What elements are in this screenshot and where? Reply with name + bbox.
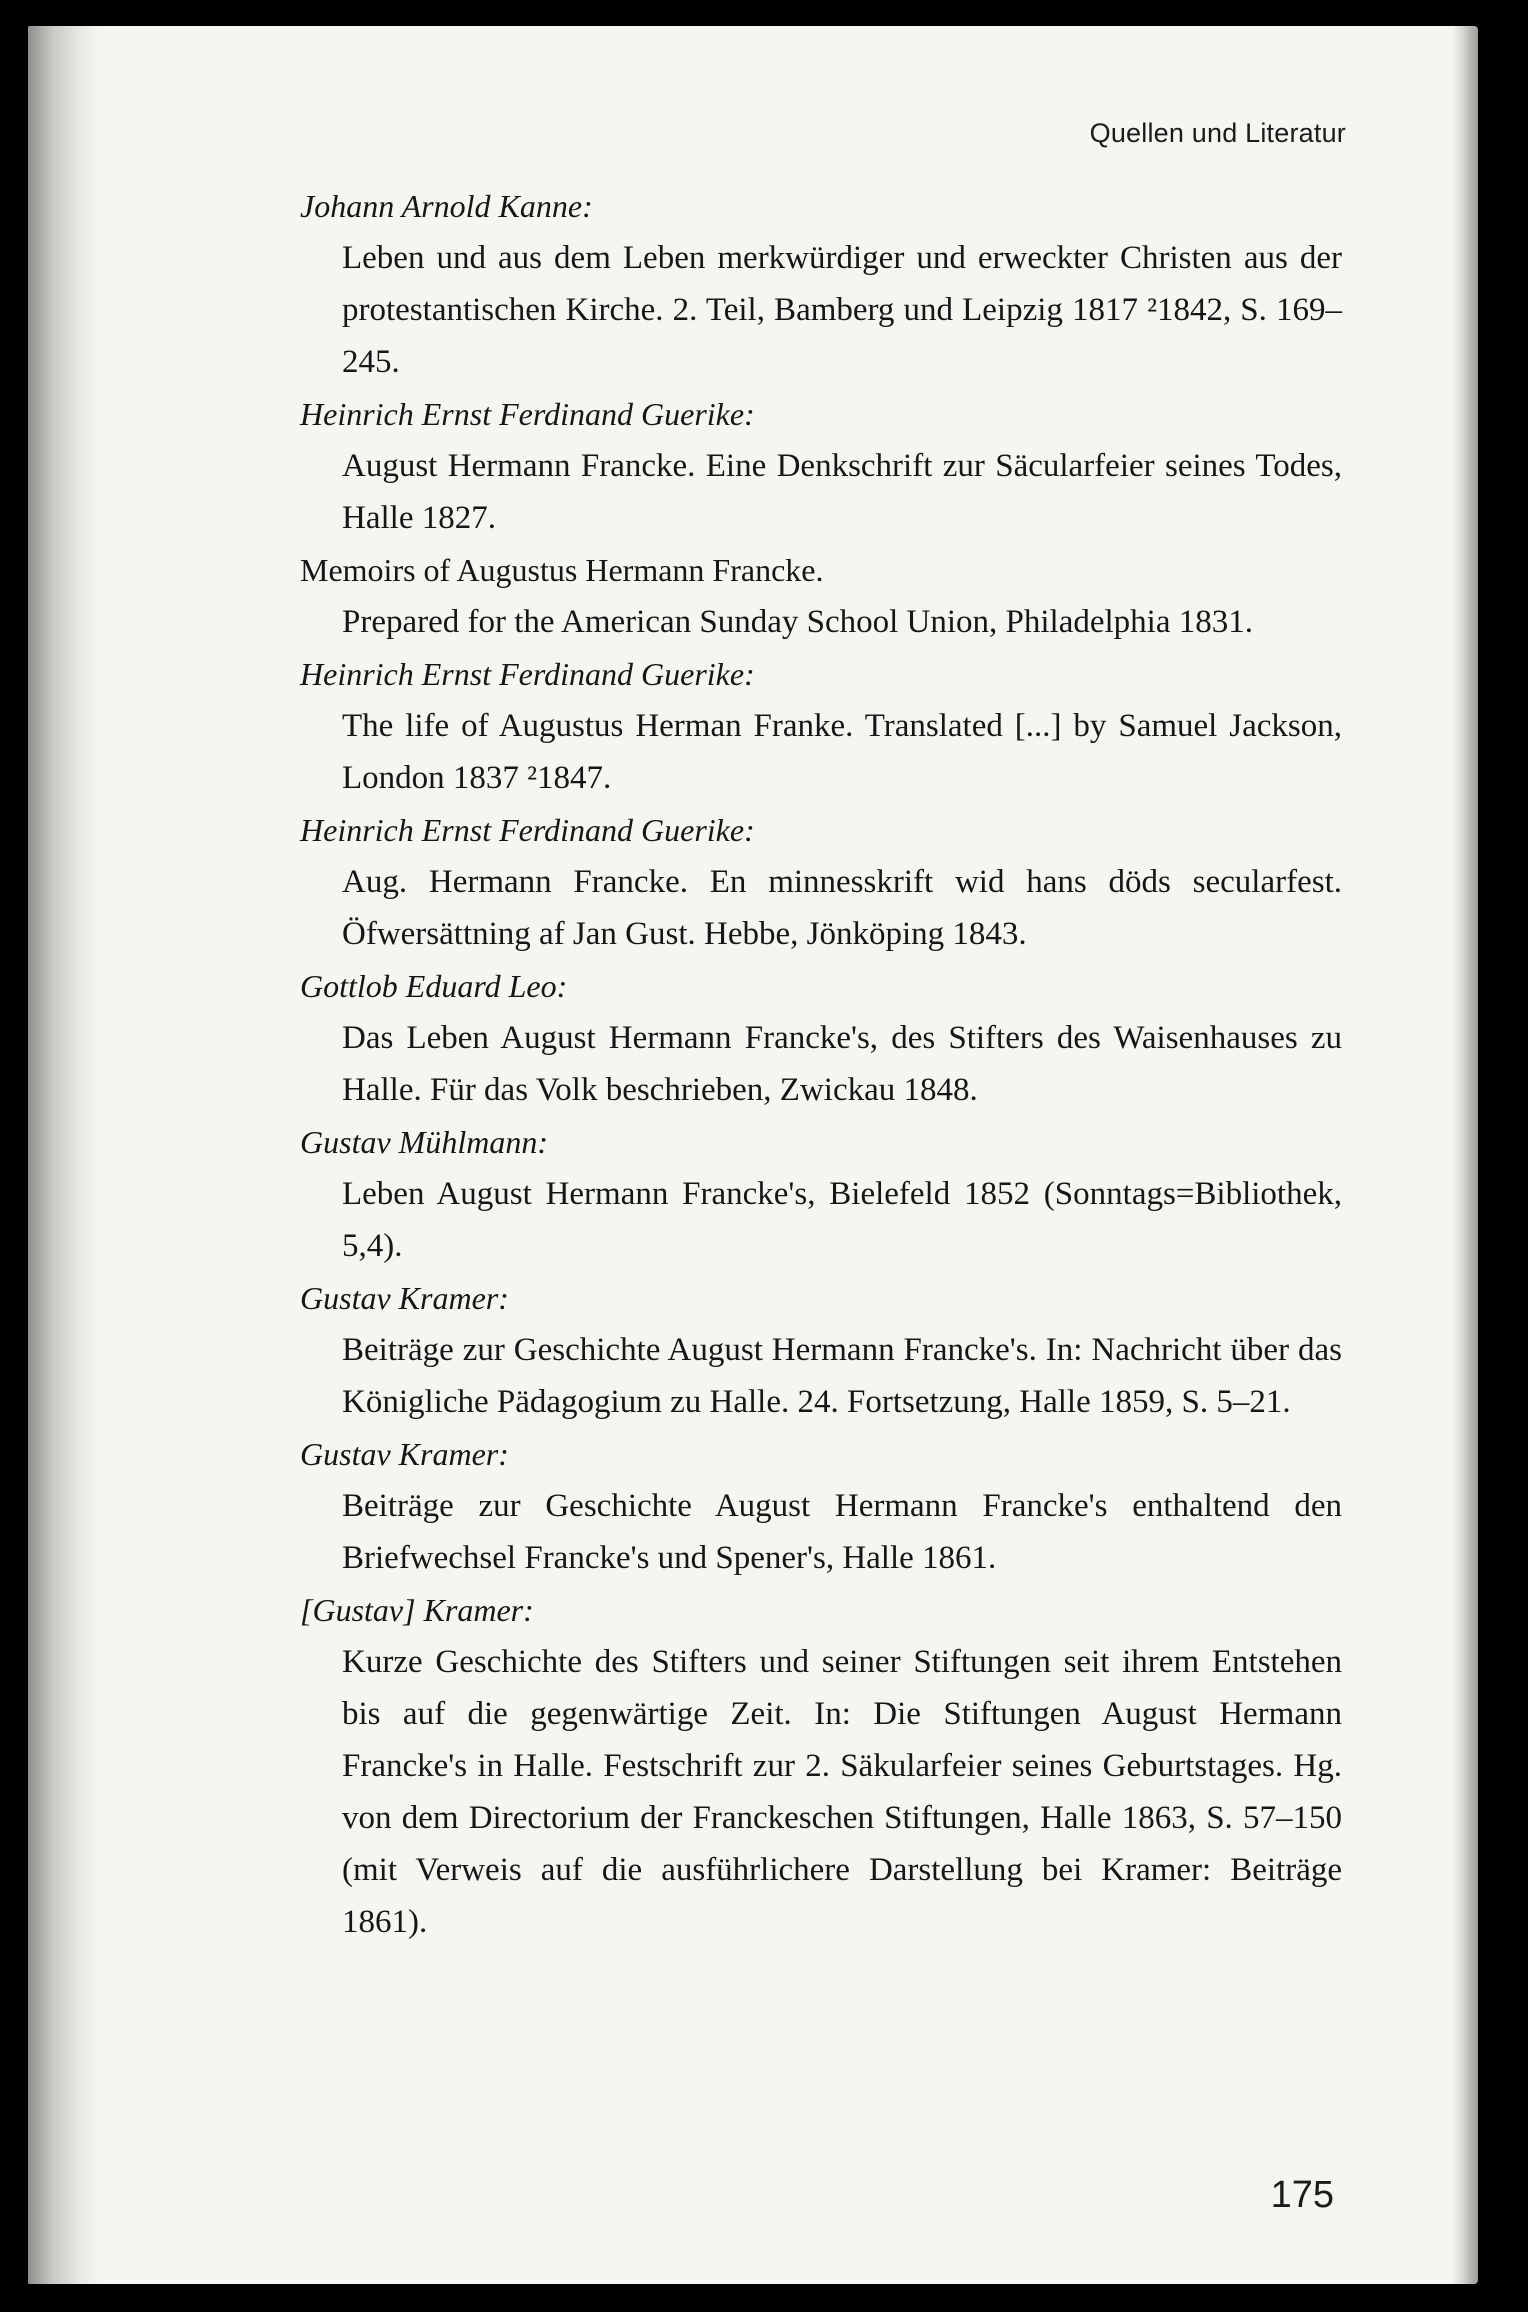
page-number: 175 bbox=[1270, 2174, 1334, 2216]
bibliography-entry bbox=[270, 1272, 1342, 1428]
entry-author: Gustav Kramer: bbox=[300, 1436, 509, 1472]
entry-title: Memoirs of Augustus Hermann Francke. bbox=[300, 552, 824, 588]
entry-author: Heinrich Ernst Ferdinand Guerike: bbox=[300, 656, 755, 692]
bibliography-entry bbox=[270, 544, 1342, 648]
bibliography-list bbox=[270, 180, 1342, 1948]
entry-work: Leben und aus dem Leben merkwürdiger und erweckter Christen aus der protestantischen Kirche. 2. Teil, Bamberg und Leipzig 1817 ²1842, S. 169–245. bbox=[342, 240, 1342, 380]
bibliography-entry bbox=[270, 388, 1342, 544]
bibliography-entry bbox=[270, 804, 1342, 960]
bibliography-entry bbox=[270, 1428, 1342, 1584]
entry-work: Das Leben August Hermann Francke's, des Stifters des Waisenhauses zu Halle. Für das Volk beschrieben, Zwickau 1848. bbox=[342, 1020, 1342, 1108]
entry-author: Heinrich Ernst Ferdinand Guerike: bbox=[300, 396, 755, 432]
entry-work: Prepared for the American Sunday School Union, Philadelphia 1831. bbox=[342, 604, 1253, 640]
entry-work: August Hermann Francke. Eine Denkschrift zur Säcularfeier seines Todes, Halle 1827. bbox=[342, 448, 1342, 536]
bibliography-entry bbox=[270, 1116, 1342, 1272]
entry-work: Leben August Hermann Francke's, Bielefeld 1852 (Sonntags=Bibliothek, 5,4). bbox=[342, 1176, 1342, 1264]
bibliography-entry bbox=[270, 180, 1342, 388]
entry-author: Gustav Kramer: bbox=[300, 1280, 509, 1316]
entry-author: Gottlob Eduard Leo: bbox=[300, 968, 568, 1004]
entry-work: The life of Augustus Herman Franke. Translated [...] by Samuel Jackson, London 1837 ²1847. bbox=[342, 708, 1342, 796]
entry-work: Beiträge zur Geschichte August Hermann Francke's enthaltend den Briefwechsel Francke's und Spener's, Halle 1861. bbox=[342, 1488, 1342, 1576]
entry-author: Heinrich Ernst Ferdinand Guerike: bbox=[300, 812, 755, 848]
bibliography-entry bbox=[270, 648, 1342, 804]
entry-author: Gustav Mühlmann: bbox=[300, 1124, 548, 1160]
running-head: Quellen und Literatur bbox=[1089, 118, 1346, 148]
bibliography-entry bbox=[270, 960, 1342, 1116]
entry-work: Beiträge zur Geschichte August Hermann Francke's. In: Nachricht über das Königliche Pädagogium zu Halle. 24. Fortsetzung, Halle 1859, S. 5–21. bbox=[342, 1332, 1342, 1420]
entry-author: [Gustav] Kramer: bbox=[300, 1592, 534, 1628]
book-page bbox=[28, 26, 1478, 2284]
entry-author: Johann Arnold Kanne: bbox=[300, 188, 593, 224]
bibliography-entry bbox=[270, 1584, 1342, 1948]
entry-work: Kurze Geschichte des Stifters und seiner Stiftungen seit ihrem Entstehen bis auf die gegenwärtige Zeit. In: Die Stiftungen August Hermann Francke's in Halle. Festschrift zur 2. Säkularfeier seines Geburtstages. Hg. von dem Directorium der Franckeschen Stiftungen, Halle 1863, S. 57–150 (mit Verweis auf die ausführlichere Darstellung bei Kramer: Beiträge 1861). bbox=[342, 1644, 1342, 1940]
entry-work: Aug. Hermann Francke. En minnesskrift wid hans döds secularfest. Öfwersättning af Jan Gust. Hebbe, Jönköping 1843. bbox=[342, 864, 1342, 952]
